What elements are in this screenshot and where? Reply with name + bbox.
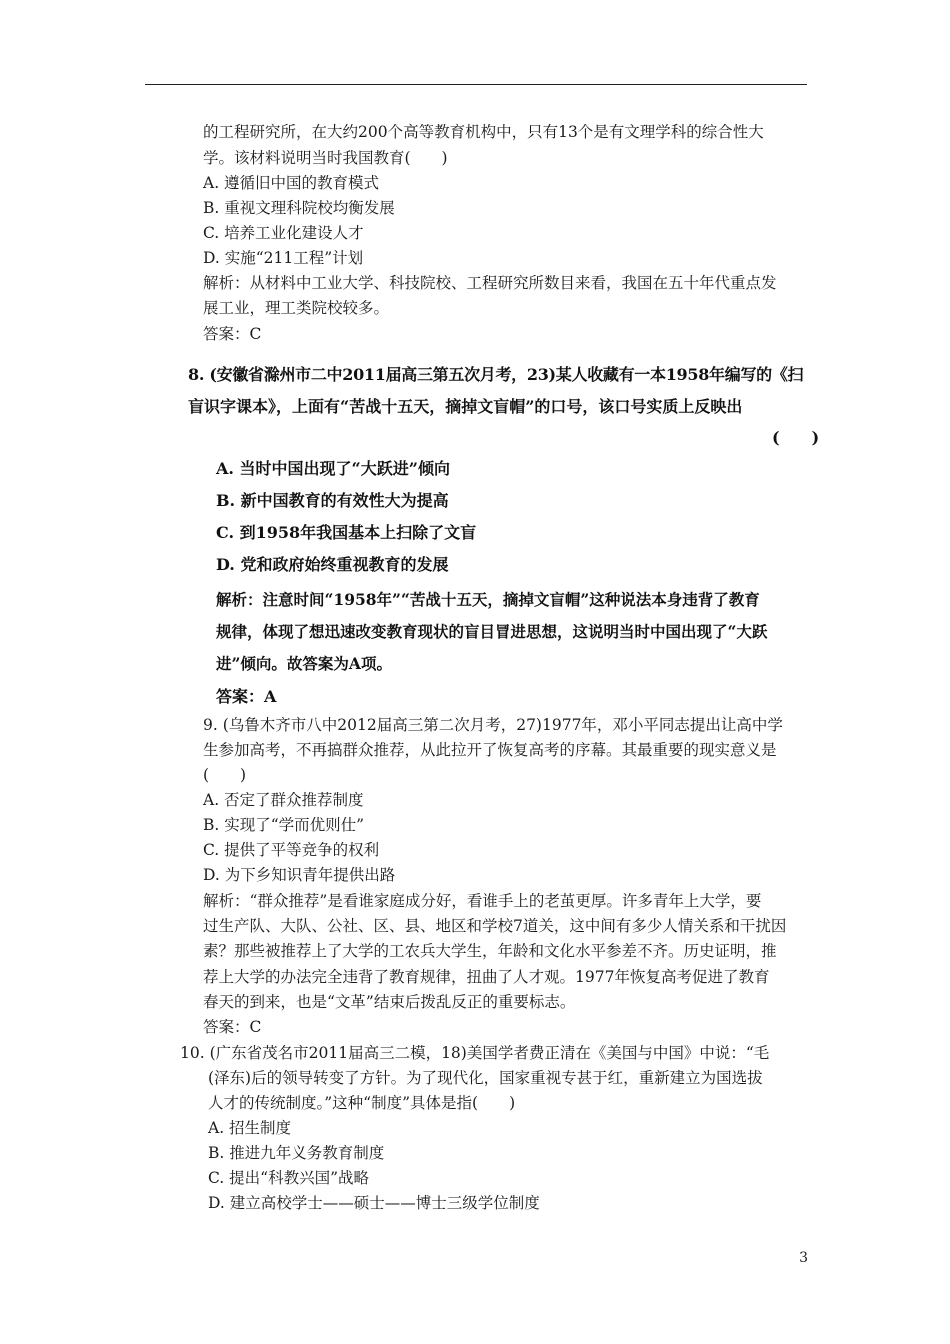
q8-option-d: D. 党和政府始终重视教育的发展 xyxy=(216,555,449,574)
q9-stem-line-1: 9. (乌鲁木齐市八中2012届高三第二次月考，27)1977年，邓小平同志提出让高中学 xyxy=(203,716,783,734)
q8-stem-line-1: 8. (安徽省滁州市二中2011届高三第五次月考，23)某人收藏有一本1958年编写的《扫 xyxy=(188,365,804,384)
q10-option-c: C. 提出“科教兴国”战略 xyxy=(208,1169,370,1187)
q8-answer-paren: ( ) xyxy=(772,428,820,447)
q7-option-d: D. 实施“211工程”计划 xyxy=(203,249,364,267)
q8-option-a: A. 当时中国出现了“大跃进”倾向 xyxy=(216,459,450,478)
q8-option-c: C. 到1958年我国基本上扫除了文盲 xyxy=(216,523,477,542)
q7-analysis-line-1: 解析：从材料中工业大学、科技院校、工程研究所数目来看，我国在五十年代重点发 xyxy=(203,274,777,292)
q7-option-b: B. 重视文理科院校均衡发展 xyxy=(203,199,395,217)
q9-analysis-line-4: 荐上大学的办法完全违背了教育规律，扭曲了人才观。1977年恢复高考促进了教育 xyxy=(203,968,770,986)
q8-analysis-line-3: 进”倾向。故答案为A项。 xyxy=(216,654,392,673)
q9-stem-line-2: 生参加高考，不再搞群众推荐，从此拉开了恢复高考的序幕。其最重要的现实意义是 xyxy=(203,741,777,759)
q9-analysis-line-1: 解析：“群众推荐”是看谁家庭成分好，看谁手上的老茧更厚。许多青年上大学，要 xyxy=(203,892,762,910)
q9-analysis-line-3: 素？那些被推荐上了大学的工农兵大学生，年龄和文化水平参差不齐。历史证明，推 xyxy=(203,942,777,960)
q7-option-a: A. 遵循旧中国的教育模式 xyxy=(203,174,380,192)
q9-option-d: D. 为下乡知识青年提供出路 xyxy=(203,866,396,884)
q7-stem-line-1: 的工程研究所，在大约200个高等教育机构中，只有13个是有文理学科的综合性大 xyxy=(203,123,764,141)
q9-option-c: C. 提供了平等竞争的权利 xyxy=(203,841,380,859)
q9-option-a: A. 否定了群众推荐制度 xyxy=(203,791,364,809)
q10-stem-line-1: 10. (广东省茂名市2011届高三二模，18)美国学者费正清在《美国与中国》中说：“毛 xyxy=(180,1044,770,1062)
q8-analysis-line-2: 规律，体现了想迅速改变教育现状的盲目冒进思想，这说明当时中国出现了“大跃 xyxy=(216,622,768,641)
q10-stem-line-3: 人才的传统制度。”这种“制度”具体是指( ) xyxy=(208,1094,516,1112)
q7-answer: 答案：C xyxy=(203,325,262,343)
q8-stem-line-2: 盲识字课本》，上面有“苦战十五天，摘掉文盲帽”的口号，该口号实质上反映出 xyxy=(188,397,743,416)
q9-analysis-line-2: 过生产队、大队、公社、区、县、地区和学校7道关，这中间有多少人情关系和干扰因 xyxy=(203,917,787,935)
q7-analysis-line-2: 展工业，理工类院校较多。 xyxy=(203,299,390,317)
q10-option-b: B. 推进九年义务教育制度 xyxy=(208,1144,385,1162)
q8-option-b: B. 新中国教育的有效性大为提高 xyxy=(216,491,449,510)
q8-analysis-line-1: 解析：注意时间“1958年”“苦战十五天，摘掉文盲帽”这种说法本身违背了教育 xyxy=(216,590,760,609)
header-rule xyxy=(145,84,807,85)
q7-option-c: C. 培养工业化建设人才 xyxy=(203,224,364,242)
q9-stem-line-3: ( ) xyxy=(203,766,247,784)
q10-option-d: D. 建立高校学士——硕士——博士三级学位制度 xyxy=(208,1194,540,1212)
page-number: 3 xyxy=(799,1250,808,1266)
q7-stem-line-2: 学。该材料说明当时我国教育( ) xyxy=(203,149,448,167)
q8-answer: 答案：A xyxy=(216,687,277,706)
q9-option-b: B. 实现了“学而优则仕” xyxy=(203,816,365,834)
q10-stem-line-2: (泽东)后的领导转变了方针。为了现代化，国家重视专甚于红，重新建立为国选拔 xyxy=(208,1069,763,1087)
q9-answer: 答案：C xyxy=(203,1018,262,1036)
q9-analysis-line-5: 春天的到来，也是“文革”结束后拨乱反正的重要标志。 xyxy=(203,993,576,1011)
q10-option-a: A. 招生制度 xyxy=(208,1119,292,1137)
